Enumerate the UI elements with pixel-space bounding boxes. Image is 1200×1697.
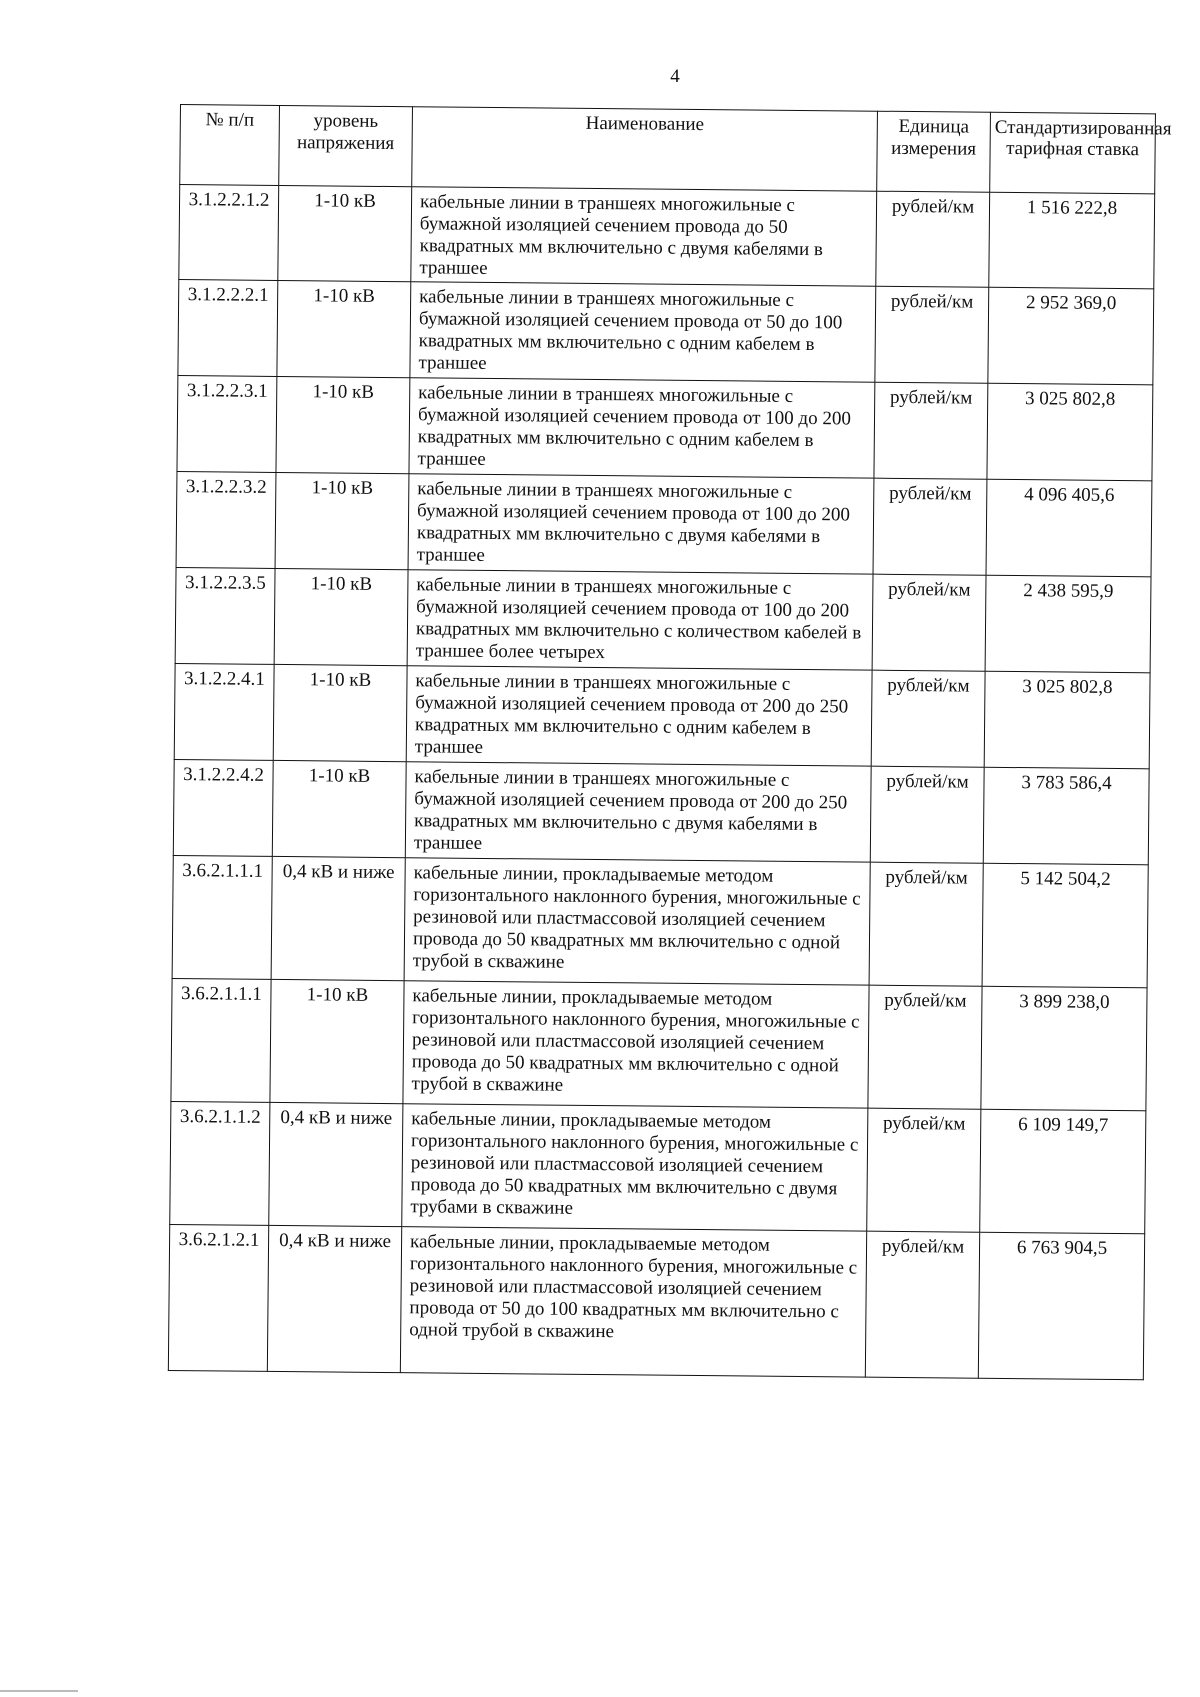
- header-name: Наименование: [412, 107, 878, 191]
- row-unit: рублей/км: [867, 1108, 981, 1232]
- row-name: кабельные линии в траншеях многожильные с бумажной изоляцией сечением провода от 50 до 100 квадратных мм включительно с одним кабелем в траншее: [410, 282, 876, 382]
- table-row: [174, 663, 1150, 768]
- row-rate: 3 899 238,0: [981, 986, 1147, 1111]
- table-row: [171, 978, 1147, 1110]
- row-voltage: 0,4 кВ и ниже: [271, 856, 405, 980]
- row-name: кабельные линии, прокладываемые методом горизонтального наклонного бурения, многожильные с резиновой или пластмассовой изоляцией сечением провода от 50 до 100 квадратных мм включительно с одной трубой в скважине: [400, 1227, 866, 1377]
- header-rate: Стандартизированная тарифная ставка: [990, 112, 1156, 194]
- row-number: 3.6.2.1.1.1: [171, 978, 271, 1102]
- header-unit: Единица измерения: [877, 111, 991, 192]
- tariff-table: [168, 104, 1172, 1380]
- row-rate: 3 025 802,8: [984, 671, 1150, 769]
- row-name: кабельные линии в траншеях многожильные с бумажной изоляцией сечением провода от 100 до 200 квадратных мм включительно с количеством кабелей в траншее более четырех: [407, 570, 873, 670]
- row-name: кабельные линии в траншеях многожильные с бумажной изоляцией сечением провода от 100 до 200 квадратных мм включительно с одним кабелем в траншее: [409, 378, 875, 478]
- table-row: [179, 185, 1155, 289]
- row-voltage: 1-10 кВ: [272, 760, 406, 857]
- table-row: [176, 471, 1152, 576]
- header-number: № п/п: [180, 105, 280, 186]
- row-name: кабельные линии в траншеях многожильные с бумажной изоляцией сечением провода до 50 квадратных мм включительно с двумя кабелями в траншее: [411, 187, 877, 286]
- row-voltage: 1-10 кВ: [275, 472, 409, 569]
- row-voltage: 1-10 кВ: [270, 979, 404, 1103]
- row-rate: 3 783 586,4: [983, 767, 1149, 865]
- row-rate: 4 096 405,6: [986, 479, 1152, 577]
- row-unit: рублей/км: [872, 574, 986, 671]
- row-unit: рублей/км: [871, 670, 985, 767]
- row-voltage: 1-10 кВ: [274, 568, 408, 665]
- row-voltage: 0,4 кВ и ниже: [267, 1225, 401, 1372]
- row-rate: 1 516 222,8: [989, 192, 1155, 289]
- table-row: [175, 567, 1151, 672]
- row-name: кабельные линии в траншеях многожильные с бумажной изоляцией сечением провода от 200 до 250 квадратных мм включительно с двумя кабелями в траншее: [405, 762, 871, 862]
- row-voltage: 1-10 кВ: [273, 664, 407, 761]
- row-rate: 5 142 504,2: [982, 863, 1148, 988]
- row-number: 3.6.2.1.1.1: [172, 855, 272, 979]
- table-header-row: [180, 105, 1156, 194]
- row-rate: 6 109 149,7: [980, 1109, 1146, 1234]
- row-unit: рублей/км: [869, 862, 983, 986]
- table-row: [170, 1101, 1146, 1233]
- row-name: кабельные линии в траншеях многожильные с бумажной изоляцией сечением провода от 200 до 250 квадратных мм включительно с одним кабелем в траншее: [406, 666, 872, 766]
- row-unit: рублей/км: [868, 985, 982, 1109]
- row-number: 3.1.2.2.2.1: [178, 279, 278, 376]
- row-voltage: 1-10 кВ: [278, 185, 412, 281]
- table-row: [168, 1224, 1144, 1379]
- row-unit: рублей/км: [865, 1231, 979, 1378]
- row-unit: рублей/км: [874, 382, 988, 479]
- header-voltage: уровень напряжения: [279, 105, 413, 186]
- row-rate: 6 763 904,5: [978, 1232, 1144, 1380]
- row-number: 3.1.2.2.4.2: [173, 759, 273, 856]
- row-number: 3.1.2.2.1.2: [179, 185, 279, 281]
- table-row: [172, 855, 1148, 987]
- page-number: 4: [670, 66, 680, 87]
- row-number: 3.1.2.2.4.1: [174, 663, 274, 760]
- row-voltage: 1-10 кВ: [277, 280, 411, 377]
- row-unit: рублей/км: [875, 286, 989, 383]
- row-voltage: 0,4 кВ и ниже: [269, 1102, 403, 1226]
- row-unit: рублей/км: [876, 191, 990, 287]
- row-number: 3.1.2.2.3.1: [177, 375, 277, 472]
- row-unit: рублей/км: [870, 766, 984, 863]
- scan-edge-mark: [0, 1690, 78, 1692]
- row-name: кабельные линии в траншеях многожильные с бумажной изоляцией сечением провода от 100 до 200 квадратных мм включительно с двумя кабелями в траншее: [408, 474, 874, 574]
- row-number: 3.1.2.2.3.5: [175, 567, 275, 664]
- row-number: 3.6.2.1.1.2: [170, 1101, 270, 1225]
- table-row: [173, 759, 1149, 864]
- row-rate: 3 025 802,8: [987, 383, 1153, 481]
- row-number: 3.6.2.1.2.1: [168, 1224, 268, 1371]
- row-voltage: 1-10 кВ: [276, 376, 410, 473]
- row-rate: 2 952 369,0: [988, 287, 1154, 385]
- row-number: 3.1.2.2.3.2: [176, 471, 276, 568]
- row-name: кабельные линии, прокладываемые методом горизонтального наклонного бурения, многожильные с резиновой или пластмассовой изоляцией сечением провода до 50 квадратных мм включительно с одной трубой в скважине: [403, 981, 869, 1108]
- row-name: кабельные линии, прокладываемые методом горизонтального наклонного бурения, многожильные с резиновой или пластмассовой изоляцией сечением провода до 50 квадратных мм включительно с одной трубой в скважине: [404, 858, 870, 985]
- row-rate: 2 438 595,9: [985, 575, 1151, 673]
- table-row: [178, 279, 1154, 384]
- row-name: кабельные линии, прокладываемые методом горизонтального наклонного бурения, многожильные с резиновой или пластмассовой изоляцией сечением провода до 50 квадратных мм включительно с двумя трубами в скважине: [402, 1104, 868, 1231]
- row-unit: рублей/км: [873, 478, 987, 575]
- table-row: [177, 375, 1153, 480]
